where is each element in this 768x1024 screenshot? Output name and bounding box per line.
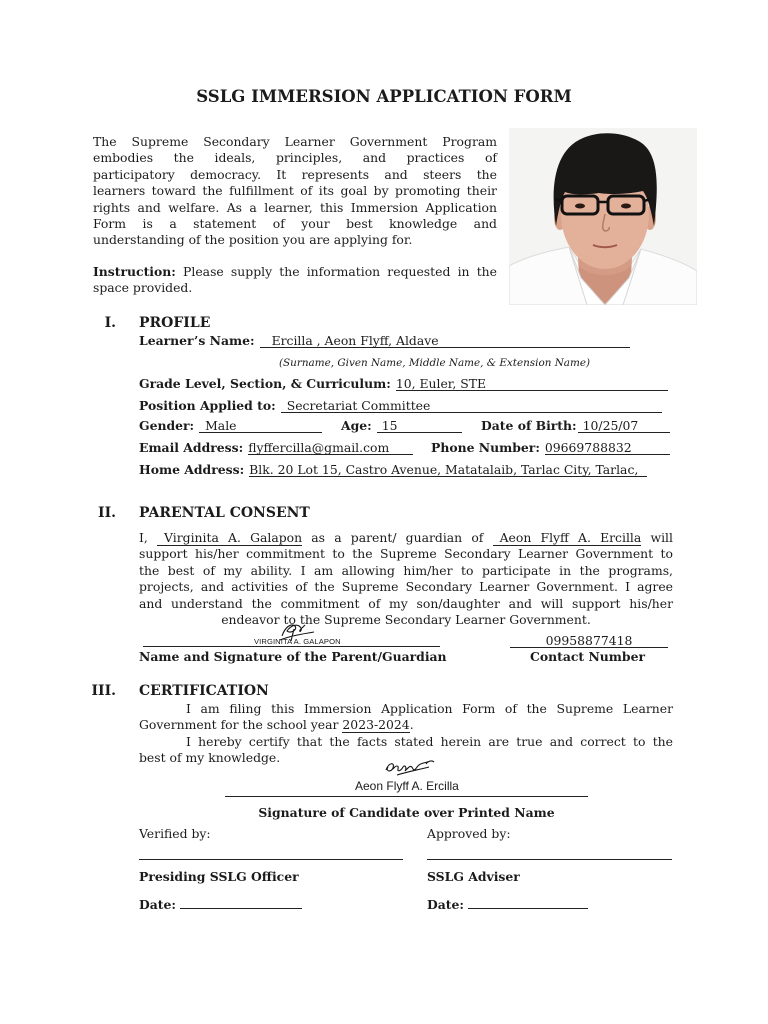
instruction-line: space provided.	[93, 280, 193, 296]
consent-prefix: I,	[139, 530, 148, 545]
approved-by-label: Approved by:	[427, 826, 511, 841]
gender-field	[139, 418, 322, 434]
home-address-row	[139, 462, 647, 478]
position-row	[139, 398, 662, 414]
phone-value: 09669788832	[545, 441, 670, 455]
consent-paragraph	[139, 530, 673, 628]
intro-line: participatory democracy. It represents and steers the	[93, 166, 497, 182]
approver-title: SSLG Adviser	[427, 869, 520, 884]
email-label: Email Address:	[139, 440, 244, 455]
gender-label: Gender:	[139, 418, 195, 433]
consent-line: endeavor to the Supreme Secondary Learner Government.	[221, 611, 591, 627]
consent-line	[139, 530, 673, 546]
certification-line2-suffix: .	[409, 717, 414, 733]
email-value: flyffercilla@gmail.com	[248, 441, 413, 455]
approver-date-field	[427, 896, 588, 913]
verified-by-label: Verified by:	[139, 826, 211, 841]
applicant-photo-image	[509, 128, 697, 305]
consent-suffix: will	[650, 530, 673, 545]
grade-level-value: 10, Euler, STE	[396, 377, 668, 391]
section-heading-parental-consent: PARENTAL CONSENT	[139, 505, 310, 521]
home-address-value: Blk. 20 Lot 15, Castro Avenue, Matatalaib, Tarlac City, Tarlac,	[249, 463, 647, 477]
instruction-text: Please supply the information requested in the	[183, 264, 497, 279]
consent-learner-name-value: Aeon Flyff A. Ercilla	[499, 530, 642, 545]
section-heading-profile: PROFILE	[139, 315, 211, 331]
approver-date-label: Date:	[427, 897, 464, 912]
contact-number-value: 09958877418	[545, 633, 633, 648]
learner-name-label: Learner’s Name:	[139, 333, 255, 348]
contact-number-field	[510, 634, 668, 648]
instruction-line	[93, 264, 497, 280]
certification-line: I hereby certify that the facts stated herein are true and correct to the	[186, 733, 673, 749]
learner-name-row	[139, 333, 630, 349]
school-year-value: 2023-2024	[342, 717, 410, 733]
intro-line: understanding of the position you are applying for.	[93, 232, 413, 248]
grade-level-label: Grade Level, Section, & Curriculum:	[139, 376, 391, 391]
verifier-date-blank	[180, 896, 302, 909]
consent-line: projects, and activities of the Supreme Secondary Learner Government. I agree	[139, 579, 673, 595]
certification-paragraph	[139, 701, 673, 767]
intro-line: learners toward the fulfillment of its goal by promoting their	[93, 183, 497, 199]
section-numeral: II.	[98, 505, 116, 521]
date-of-birth-label: Date of Birth:	[481, 418, 577, 433]
candidate-printed-name: Aeon Flyff A. Ercilla	[355, 779, 459, 793]
contact-number-label: Contact Number	[530, 649, 645, 664]
date-of-birth-field	[481, 418, 670, 434]
email-field	[139, 440, 413, 456]
candidate-signature-line	[225, 796, 588, 797]
learner-name-value: Ercilla , Aeon Flyff, Aldave	[260, 334, 630, 348]
intro-line: Form is a statement of your best knowledge and	[93, 215, 497, 231]
home-address-label: Home Address:	[139, 462, 245, 477]
form-title: SSLG IMMERSION APPLICATION FORM	[196, 87, 572, 106]
candidate-signature-icon	[382, 758, 438, 780]
phone-label: Phone Number:	[431, 440, 540, 455]
phone-field	[431, 440, 670, 456]
guardian-name-field	[157, 530, 302, 546]
intro-paragraph	[93, 134, 497, 249]
consent-line: and understand the commitment of my son/daughter and will support his/her	[139, 595, 673, 611]
consent-line: the best of my ability. I am allowing him/her to participate in the programs,	[139, 562, 673, 578]
guardian-printed-name: VIRGINITA A. GALAPON	[254, 637, 341, 646]
verifier-signature-line	[139, 859, 403, 860]
position-value: Secretariat Committee	[281, 399, 662, 413]
certification-line2-prefix: Government for the school year	[139, 717, 339, 733]
age-label: Age:	[341, 418, 372, 433]
intro-line: The Supreme Secondary Learner Government Program	[93, 134, 497, 149]
consent-line: support his/her commitment to the Supreme Secondary Learner Government to	[139, 546, 673, 562]
verifier-date-field	[139, 896, 302, 913]
certification-line: I am filing this Immersion Application Form of the Supreme Learner	[186, 701, 673, 716]
grade-level-row	[139, 376, 668, 392]
certification-line	[139, 717, 673, 733]
verifier-date-label: Date:	[139, 897, 176, 912]
consent-middle: as a parent/ guardian of	[311, 530, 484, 545]
verifier-title: Presiding SSLG Officer	[139, 869, 299, 884]
guardian-signature-label: Name and Signature of the Parent/Guardian	[139, 649, 447, 664]
applicant-photo	[509, 128, 697, 305]
section-heading-certification: CERTIFICATION	[139, 683, 269, 699]
approver-date-blank	[468, 896, 588, 909]
section-numeral: I.	[104, 315, 116, 331]
instruction-label: Instruction:	[93, 264, 176, 279]
intro-line: rights and welfare. As a learner, this Immersion Application	[93, 199, 497, 215]
approver-signature-line	[427, 859, 672, 860]
gender-value: Male	[199, 419, 322, 433]
age-value: 15	[377, 419, 462, 433]
candidate-signature-label: Signature of Candidate over Printed Name	[258, 805, 555, 820]
position-label: Position Applied to:	[139, 398, 276, 413]
section-numeral: III.	[91, 683, 116, 699]
learner-name-hint: (Surname, Given Name, Middle Name, & Extension Name)	[279, 357, 591, 369]
date-of-birth-value: 10/25/07	[578, 419, 670, 433]
intro-line: embodies the ideals, principles, and practices of	[93, 150, 497, 166]
certification-line: best of my knowledge.	[139, 750, 281, 766]
instruction-paragraph	[93, 264, 497, 297]
guardian-name-value: Virginita A. Galapon	[164, 530, 303, 545]
consent-learner-name-field	[493, 530, 642, 546]
age-field	[341, 418, 462, 434]
